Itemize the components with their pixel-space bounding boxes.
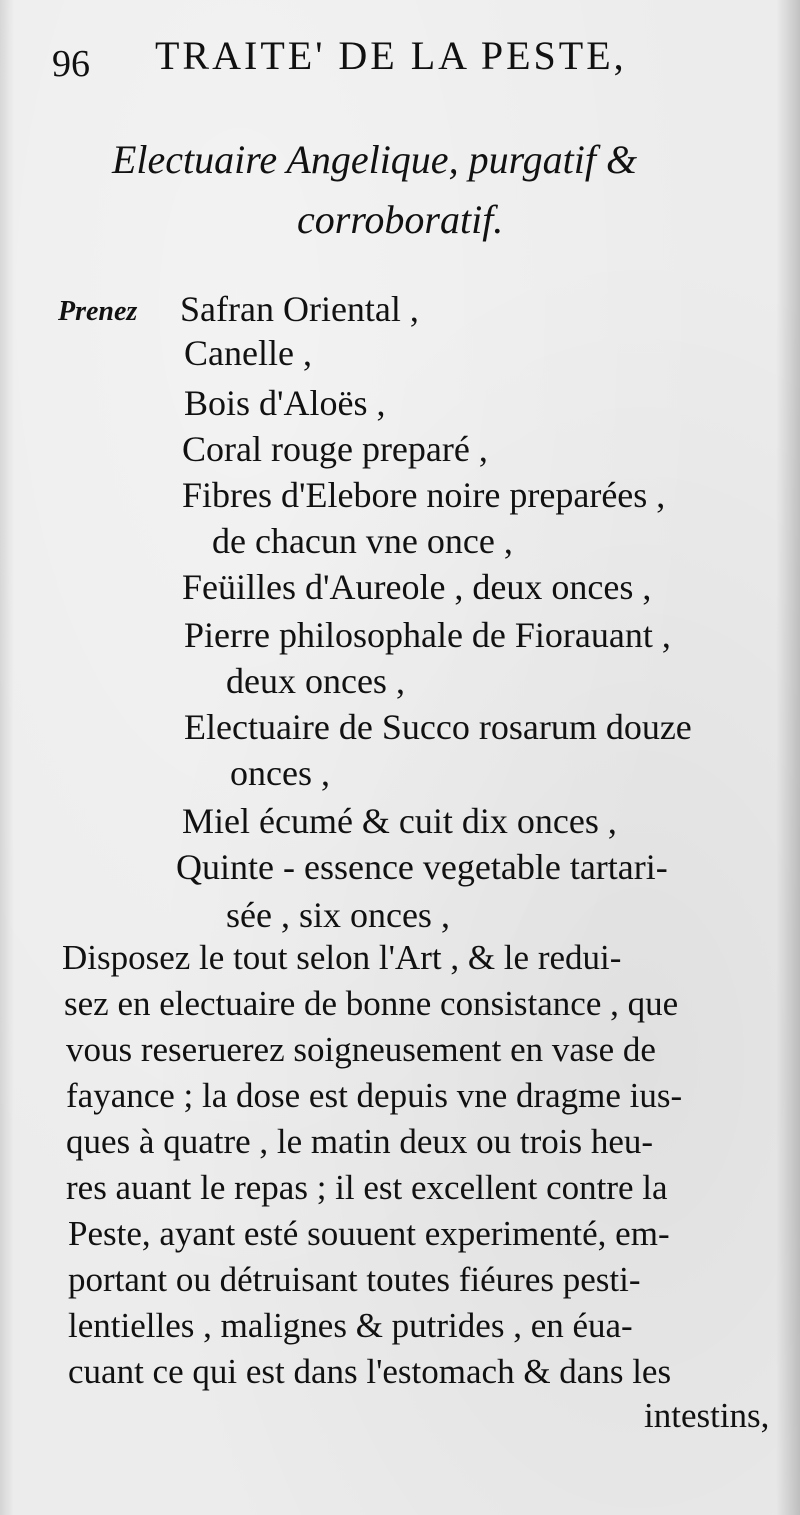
ingredient-line: Safran Oriental , — [180, 289, 419, 329]
body-text-line: sez en electuaire de bonne consistance , que — [64, 984, 679, 1023]
ingredient-line: Miel écumé & cuit dix onces , — [182, 801, 617, 841]
ingredient-line: Feüilles d'Aureole , deux onces , — [182, 567, 652, 607]
page-shadow-right — [776, 0, 800, 1515]
body-text-line: Disposez le tout selon l'Art , & le redui- — [62, 938, 622, 977]
ingredient-line: deux onces , — [226, 661, 405, 701]
body-text-line: Peste, ayant esté souuent experimenté, em- — [68, 1214, 670, 1253]
ingredient-line: de chacun vne once , — [212, 521, 513, 561]
body-text-line: cuant ce qui est dans l'estomach & dans les — [68, 1352, 672, 1391]
recipe-title-line-1: Electuaire Angelique, purgatif & — [112, 137, 638, 182]
recipe-title-line-2: corroboratif. — [297, 197, 504, 242]
catchword: intestins, — [644, 1396, 770, 1435]
ingredient-line: Quinte - essence vegetable tartari- — [176, 847, 668, 887]
body-text-line: ques à quatre , le matin deux ou trois heu- — [66, 1122, 654, 1161]
body-text-line: portant ou détruisant toutes fiéures pesti- — [68, 1260, 641, 1299]
ingredient-line: Fibres d'Elebore noire preparées , — [182, 475, 666, 515]
page-number: 96 — [52, 43, 90, 85]
prenez-label: Prenez — [58, 296, 138, 327]
ingredient-line: onces , — [230, 753, 330, 793]
body-text-line: fayance ; la dose est depuis vne dragme ius- — [66, 1076, 683, 1115]
page-shadow-left — [0, 0, 14, 1515]
ingredient-line: Electuaire de Succo rosarum douze — [184, 707, 692, 747]
ingredient-line: Canelle , — [184, 333, 312, 373]
ingredient-line: Bois d'Aloës , — [184, 383, 386, 423]
running-title: TRAITE' DE LA PESTE, — [155, 33, 627, 78]
ingredient-line: sée , six onces , — [226, 895, 450, 935]
body-text-line: res auant le repas ; il est excellent contre la — [66, 1168, 668, 1207]
body-text-line: vous reseruerez soigneusement en vase de — [66, 1030, 656, 1069]
ingredient-line: Pierre philosophale de Fiorauant , — [184, 615, 671, 655]
body-text-line: lentielles , malignes & putrides , en éua- — [68, 1306, 633, 1345]
ingredient-line: Coral rouge preparé , — [182, 429, 488, 469]
